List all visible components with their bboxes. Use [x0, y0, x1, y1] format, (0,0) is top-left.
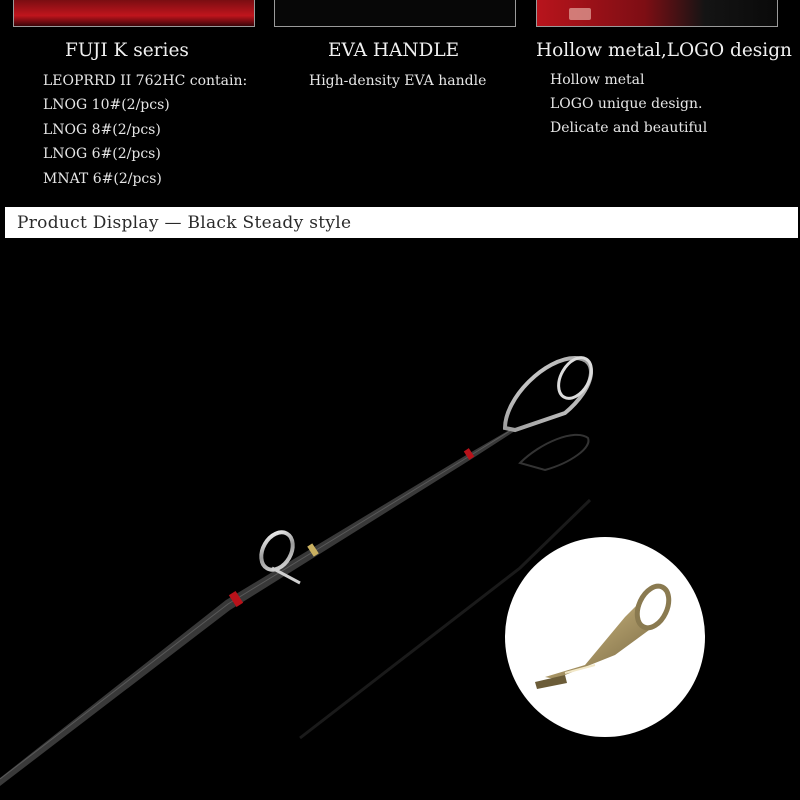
feature-line: LNOG 8#(2/pcs) [43, 122, 161, 138]
feature-line: LNOG 6#(2/pcs) [43, 146, 161, 162]
feature-line: High-density EVA handle [309, 73, 487, 89]
hollow-metal-reel-seat-thumbnail [536, 0, 778, 27]
rod-tip-photo [0, 238, 800, 800]
banner-text: Product Display — Black Steady style [17, 213, 352, 233]
feature-title-eva: EVA HANDLE [328, 40, 460, 61]
feature-line: LNOG 10#(2/pcs) [43, 97, 170, 113]
feature-title-fuji: FUJI K series [65, 40, 189, 61]
rod-blank-red-thumbnail [13, 0, 255, 27]
guide-closeup-photo [505, 537, 705, 737]
feature-line: LOGO unique design. [550, 96, 703, 112]
eva-handle-thumbnail [274, 0, 516, 27]
feature-line: Hollow metal [550, 72, 645, 88]
feature-title-hollow-metal: Hollow metal,LOGO design [536, 40, 792, 61]
feature-line: Delicate and beautiful [550, 120, 708, 136]
feature-line: MNAT 6#(2/pcs) [43, 171, 162, 187]
feature-line: LEOPRRD II 762HC contain: [43, 73, 248, 89]
section-banner [5, 207, 798, 238]
